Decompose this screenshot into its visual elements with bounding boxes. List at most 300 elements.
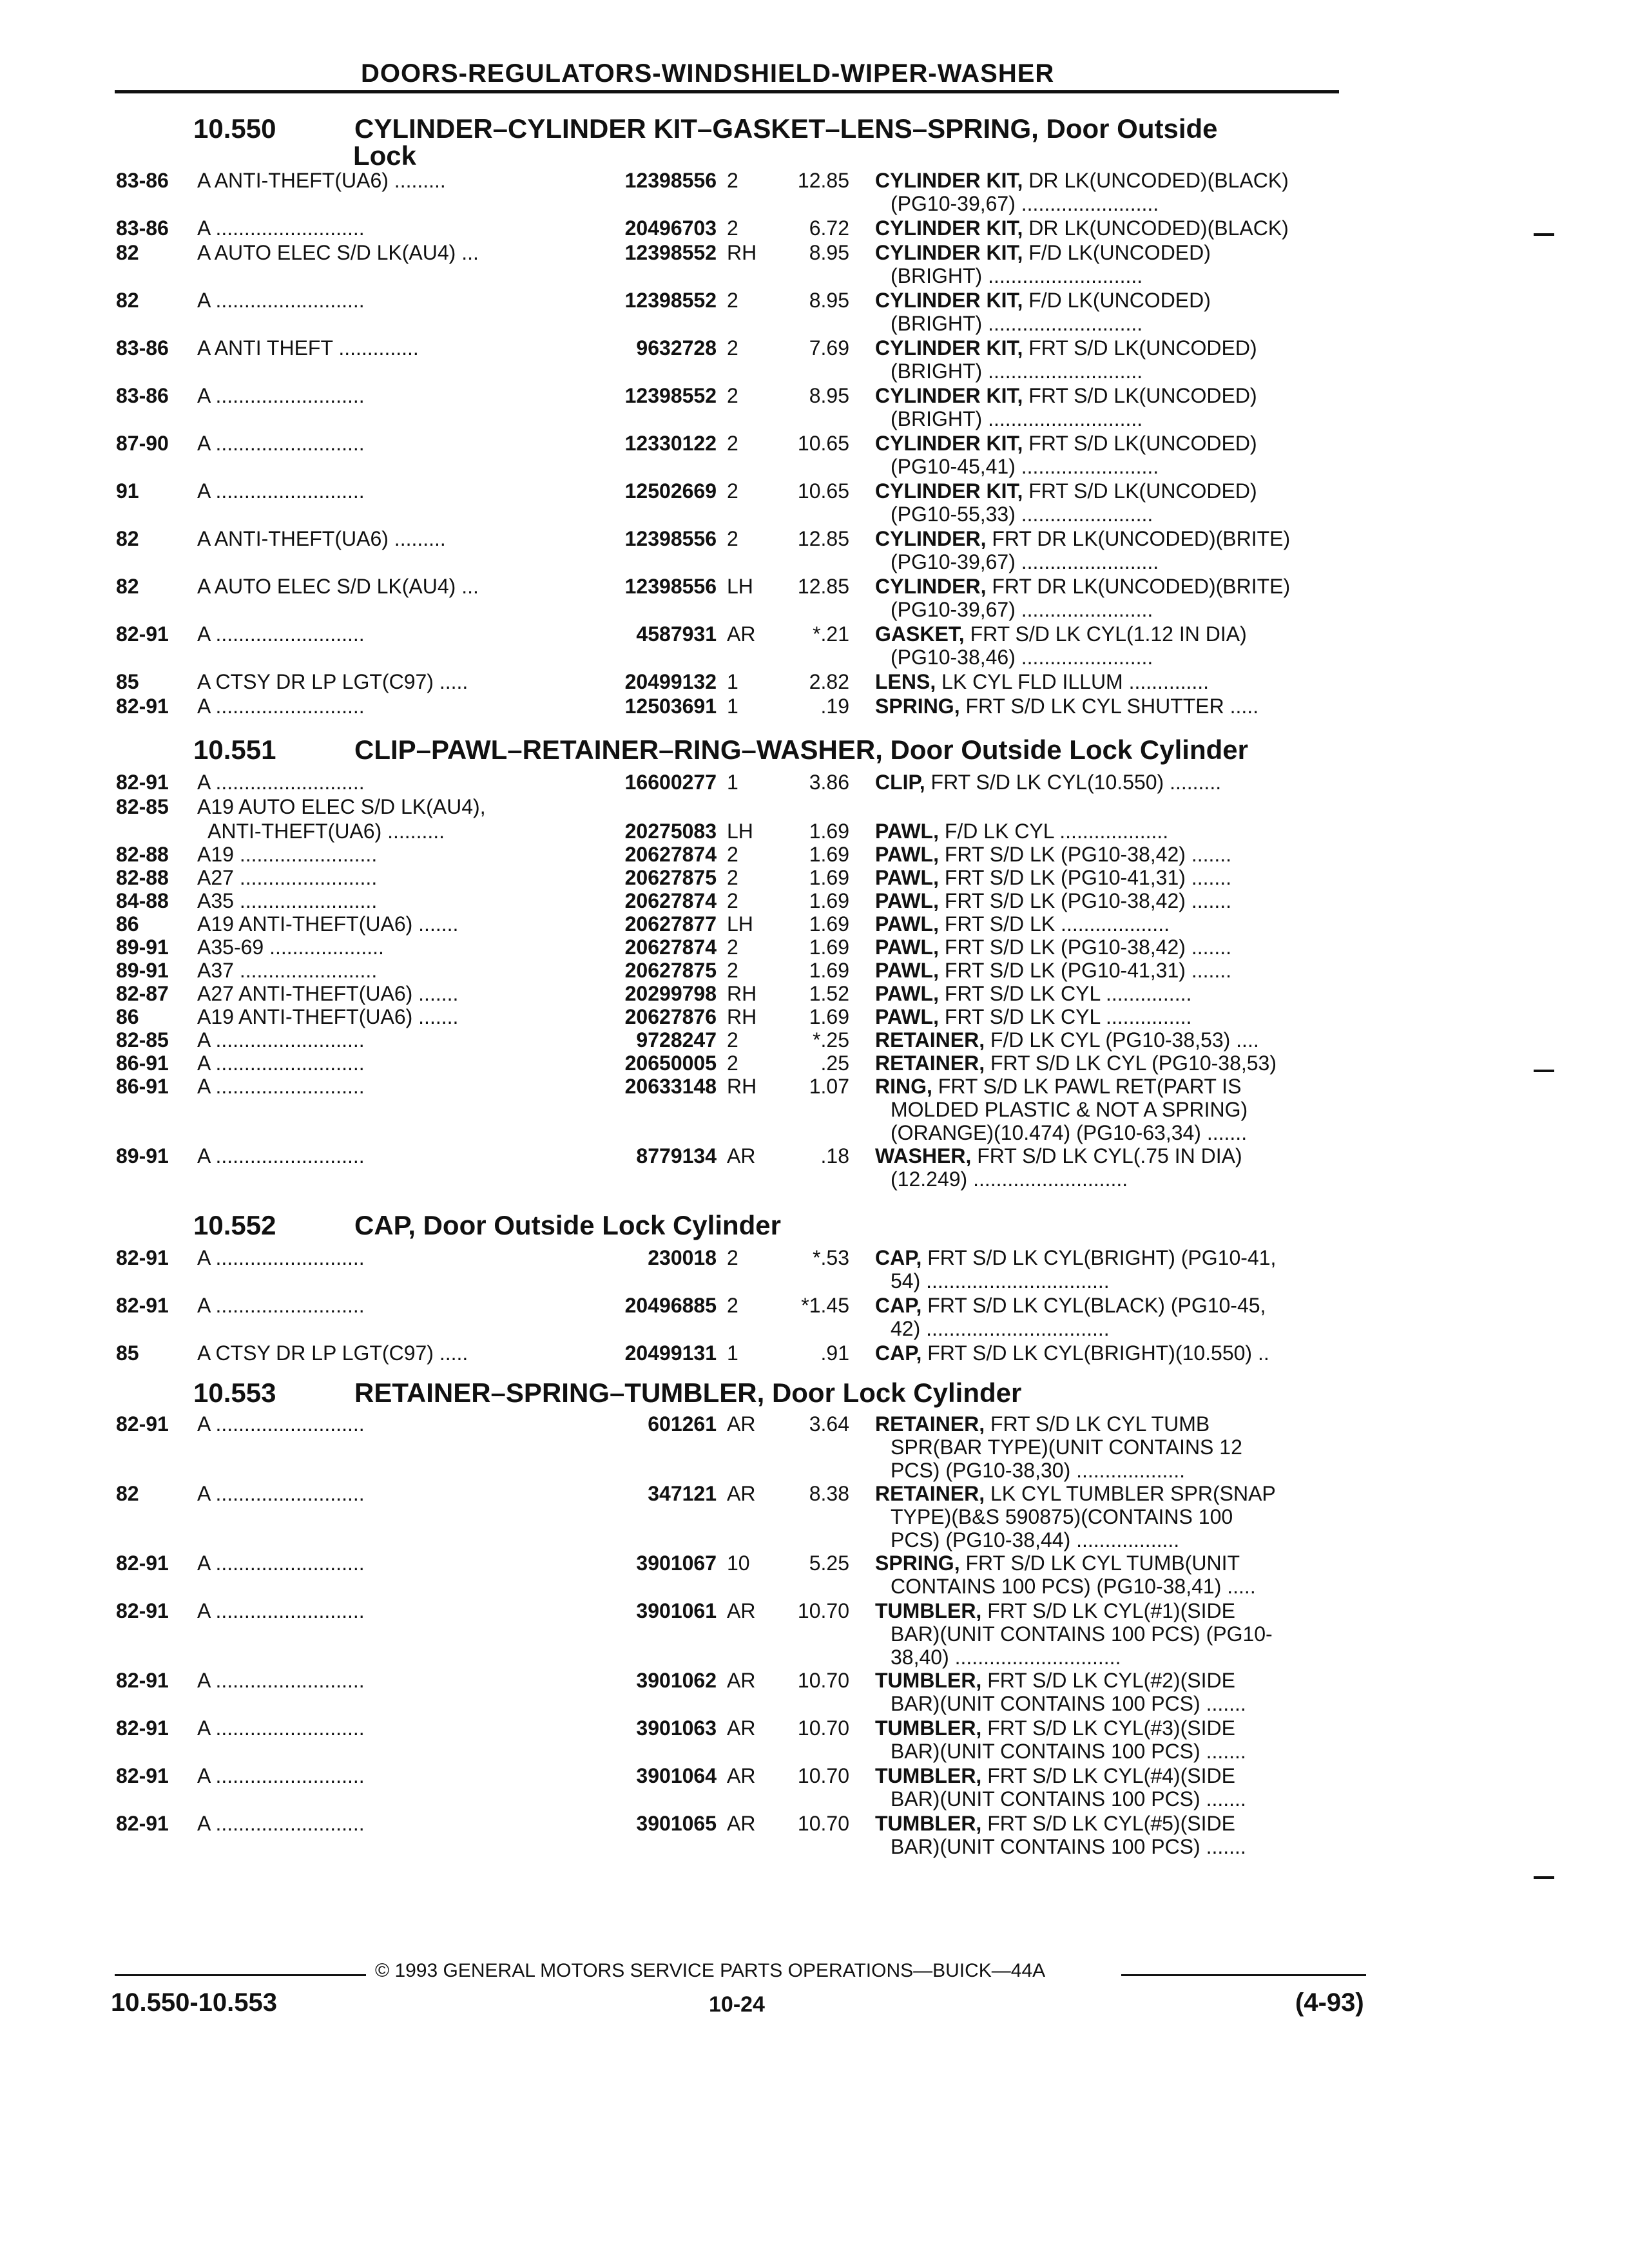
- row-description-name: CAP,: [875, 1246, 922, 1269]
- row-description-continued: (BRIGHT) ...........................: [891, 264, 1143, 287]
- row-description-detail: FRT S/D LK (PG10-41,31) .......: [938, 866, 1232, 889]
- section-title: CLIP–PAWL–RETAINER–RING–WASHER, Door Outside Lock Cylinder: [354, 735, 1248, 765]
- row-part-number: 601261: [648, 1412, 717, 1436]
- row-price: *.53: [813, 1246, 849, 1269]
- row-year: 89-91: [116, 1144, 169, 1168]
- page-header-title: DOORS-REGULATORS-WINDSHIELD-WIPER-WASHER: [361, 59, 1055, 88]
- row-description: [875, 479, 1257, 503]
- row-description-detail: FRT S/D LK CYL ...............: [938, 982, 1192, 1005]
- row-part-number: 3901063: [636, 1716, 717, 1740]
- row-model: A ..........................: [197, 1246, 365, 1269]
- row-price: 10.65: [797, 479, 849, 503]
- row-description-name: SPRING,: [875, 1552, 960, 1575]
- row-description: [875, 384, 1257, 407]
- section-header: [193, 736, 1248, 764]
- row-part-number: 20496885: [624, 1294, 717, 1317]
- row-description-detail: FRT S/D LK (PG10-38,42) .......: [938, 936, 1232, 959]
- row-quantity: LH: [727, 912, 753, 936]
- row-description-detail: FRT S/D LK CYL(#1)(SIDE: [981, 1599, 1235, 1622]
- row-description: [875, 575, 1290, 598]
- row-description-detail: FRT S/D LK CYL TUMB(UNIT: [959, 1552, 1240, 1575]
- row-description-continued: (PG10-55,33) .......................: [891, 503, 1153, 526]
- row-description-detail: FRT S/D LK (PG10-38,42) .......: [938, 889, 1232, 912]
- row-price: 1.52: [809, 982, 849, 1005]
- row-quantity: 2: [727, 336, 738, 360]
- row-model: A19 ANTI-THEFT(UA6) .......: [197, 1005, 459, 1028]
- row-quantity: AR: [727, 1764, 756, 1787]
- row-model: A ..........................: [197, 695, 365, 718]
- row-quantity: 2: [727, 479, 738, 503]
- row-description-continued: (BRIGHT) ...........................: [891, 360, 1143, 383]
- row-description-name: GASKET,: [875, 622, 965, 646]
- row-part-number: 20499132: [624, 670, 717, 693]
- row-year: 82-91: [116, 1764, 169, 1787]
- row-year: 85: [116, 1341, 139, 1365]
- row-price: 8.95: [809, 289, 849, 312]
- row-price: 1.69: [809, 912, 849, 936]
- row-price: 3.64: [809, 1412, 849, 1436]
- row-part-number: 20627876: [624, 1005, 717, 1028]
- row-model: A ANTI-THEFT(UA6) .........: [197, 527, 446, 550]
- row-description-name: RING,: [875, 1075, 932, 1098]
- row-description-continued: 38,40) .............................: [891, 1646, 1121, 1669]
- row-year: 83-86: [116, 216, 169, 240]
- row-model: A19 AUTO ELEC S/D LK(AU4),: [197, 795, 486, 818]
- row-quantity: 2: [727, 216, 738, 240]
- row-part-number: 9632728: [636, 336, 717, 360]
- row-year: 82: [116, 1482, 139, 1505]
- row-model: ANTI-THEFT(UA6) ..........: [197, 820, 445, 843]
- row-part-number: 9728247: [636, 1028, 717, 1052]
- row-description-continued: SPR(BAR TYPE)(UNIT CONTAINS 12: [891, 1436, 1242, 1459]
- row-description: [875, 1599, 1235, 1622]
- row-quantity: 2: [727, 843, 738, 866]
- row-price: *1.45: [801, 1294, 849, 1317]
- row-year: 82-91: [116, 771, 169, 794]
- footer-date: (4-93): [1295, 1988, 1364, 2017]
- row-model: A ..........................: [197, 1482, 365, 1505]
- row-model: A ..........................: [197, 1412, 365, 1436]
- row-model: A ..........................: [197, 1764, 365, 1787]
- row-model: A35 ........................: [197, 889, 378, 912]
- row-price: 8.95: [809, 384, 849, 407]
- row-price: 7.69: [809, 336, 849, 360]
- row-year: 82-91: [116, 1294, 169, 1317]
- margin-tick: [1534, 233, 1554, 236]
- row-description-name: CYLINDER KIT,: [875, 384, 1023, 407]
- row-description-detail: F/D LK(UNCODED): [1023, 289, 1211, 312]
- section-title: RETAINER–SPRING–TUMBLER, Door Lock Cylinder: [354, 1378, 1022, 1408]
- row-description-detail: DR LK(UNCODED)(BLACK): [1023, 169, 1289, 192]
- row-quantity: 2: [727, 527, 738, 550]
- row-part-number: 12398556: [624, 527, 717, 550]
- row-description-continued: BAR)(UNIT CONTAINS 100 PCS) (PG10-: [891, 1622, 1273, 1646]
- row-description: [875, 1294, 1266, 1317]
- row-price: 10.70: [797, 1599, 849, 1622]
- row-description-name: PAWL,: [875, 1005, 939, 1028]
- section-header: [193, 1379, 1021, 1407]
- section-number: 10.550: [193, 113, 276, 144]
- row-description-detail: FRT DR LK(UNCODED)(BRITE): [986, 527, 1291, 550]
- row-part-number: 4587931: [636, 622, 717, 646]
- row-year: 82: [116, 241, 139, 264]
- row-description: [875, 843, 1231, 866]
- row-description-name: TUMBLER,: [875, 1599, 982, 1622]
- row-description-name: RETAINER,: [875, 1028, 985, 1052]
- row-year: 82-91: [116, 622, 169, 646]
- row-description-detail: FRT S/D LK CYL(#2)(SIDE: [981, 1669, 1235, 1692]
- row-part-number: 3901061: [636, 1599, 717, 1622]
- row-description-continued: (12.249) ...........................: [891, 1168, 1128, 1191]
- row-quantity: 1: [727, 1341, 738, 1365]
- row-price: 1.69: [809, 820, 849, 843]
- row-description-name: CAP,: [875, 1294, 922, 1317]
- row-quantity: 10: [727, 1552, 750, 1575]
- row-part-number: 12398552: [624, 289, 717, 312]
- row-description-continued: BAR)(UNIT CONTAINS 100 PCS) .......: [891, 1740, 1246, 1763]
- row-quantity: AR: [727, 1716, 756, 1740]
- row-description-detail: F/D LK(UNCODED): [1023, 241, 1211, 264]
- row-year: 85: [116, 670, 139, 693]
- row-quantity: RH: [727, 1005, 757, 1028]
- row-description: [875, 432, 1257, 455]
- row-model: A19 ........................: [197, 843, 378, 866]
- row-quantity: 2: [727, 1052, 738, 1075]
- section-number: 10.553: [193, 1378, 276, 1408]
- row-quantity: 2: [727, 289, 738, 312]
- row-year: 82: [116, 527, 139, 550]
- section-title-continued: Lock: [353, 140, 417, 171]
- row-price: 10.70: [797, 1669, 849, 1692]
- row-price: 5.25: [809, 1552, 849, 1575]
- row-price: 10.70: [797, 1812, 849, 1835]
- row-quantity: 2: [727, 866, 738, 889]
- row-model: A CTSY DR LP LGT(C97) .....: [197, 1341, 468, 1365]
- row-price: 12.85: [797, 169, 849, 192]
- row-model: A ..........................: [197, 432, 365, 455]
- row-part-number: 3901065: [636, 1812, 717, 1835]
- row-year: 86-91: [116, 1075, 169, 1098]
- row-description-continued: BAR)(UNIT CONTAINS 100 PCS) .......: [891, 1787, 1246, 1811]
- row-model: A AUTO ELEC S/D LK(AU4) ...: [197, 241, 479, 264]
- row-model: A ..........................: [197, 771, 365, 794]
- row-price: 3.86: [809, 771, 849, 794]
- row-year: 89-91: [116, 959, 169, 982]
- row-quantity: AR: [727, 1599, 756, 1622]
- row-year: 82-91: [116, 1812, 169, 1835]
- row-description-detail: FRT S/D LK CYL (PG10-38,53): [985, 1052, 1277, 1075]
- row-description-name: CYLINDER KIT,: [875, 336, 1023, 360]
- row-description-continued: 42) ................................: [891, 1317, 1110, 1340]
- row-description-detail: FRT S/D LK (PG10-41,31) .......: [938, 959, 1232, 982]
- row-quantity: RH: [727, 982, 757, 1005]
- row-description: [875, 527, 1290, 550]
- row-part-number: 12398556: [624, 169, 717, 192]
- row-description: [875, 820, 1168, 843]
- row-price: 10.70: [797, 1764, 849, 1787]
- row-price: 8.95: [809, 241, 849, 264]
- row-year: 82-91: [116, 1412, 169, 1436]
- row-year: 83-86: [116, 384, 169, 407]
- row-description-detail: FRT S/D LK CYL TUMB: [985, 1412, 1210, 1436]
- row-model: A ANTI-THEFT(UA6) .........: [197, 169, 446, 192]
- row-quantity: LH: [727, 575, 753, 598]
- row-quantity: AR: [727, 1482, 756, 1505]
- row-model: A ..........................: [197, 216, 365, 240]
- row-price: .19: [820, 695, 849, 718]
- row-year: 82-91: [116, 1246, 169, 1269]
- row-quantity: 1: [727, 771, 738, 794]
- row-description-detail: FRT S/D LK CYL(BRIGHT)(10.550) ..: [921, 1341, 1269, 1365]
- row-description: [875, 169, 1289, 192]
- row-part-number: 12398552: [624, 241, 717, 264]
- row-price: 12.85: [797, 527, 849, 550]
- row-description-continued: BAR)(UNIT CONTAINS 100 PCS) .......: [891, 1835, 1246, 1858]
- row-quantity: 2: [727, 1246, 738, 1269]
- row-year: 86: [116, 912, 139, 936]
- row-description: [875, 889, 1231, 912]
- row-description-continued: PCS) (PG10-38,44) ..................: [891, 1528, 1180, 1552]
- row-price: *.25: [813, 1028, 849, 1052]
- row-description-name: TUMBLER,: [875, 1812, 982, 1835]
- row-description-name: PAWL,: [875, 936, 939, 959]
- row-quantity: 2: [727, 1294, 738, 1317]
- row-price: .25: [820, 1052, 849, 1075]
- row-description-name: CYLINDER,: [875, 575, 987, 598]
- row-price: 1.07: [809, 1075, 849, 1098]
- section-header: [193, 113, 1218, 171]
- row-description-detail: FRT S/D LK CYL(#4)(SIDE: [981, 1764, 1235, 1787]
- row-description: [875, 1716, 1235, 1740]
- row-year: 82-91: [116, 1552, 169, 1575]
- row-model: A ..........................: [197, 1052, 365, 1075]
- row-quantity: 1: [727, 695, 738, 718]
- row-description-continued: (PG10-39,67) ........................: [891, 550, 1159, 573]
- row-description: [875, 695, 1258, 718]
- row-description-continued: (PG10-39,67) ........................: [891, 192, 1159, 215]
- margin-tick: [1534, 1070, 1554, 1072]
- row-price: *.21: [813, 622, 849, 646]
- row-model: A AUTO ELEC S/D LK(AU4) ...: [197, 575, 479, 598]
- row-part-number: 347121: [648, 1482, 717, 1505]
- row-description: [875, 216, 1289, 240]
- row-price: 12.85: [797, 575, 849, 598]
- row-part-number: 20627875: [624, 959, 717, 982]
- row-description-name: CYLINDER KIT,: [875, 432, 1023, 455]
- row-description: [875, 1482, 1276, 1505]
- row-year: 82-91: [116, 1716, 169, 1740]
- row-quantity: AR: [727, 1812, 756, 1835]
- row-description: [875, 912, 1170, 936]
- row-part-number: 20499131: [624, 1341, 717, 1365]
- row-description-name: PAWL,: [875, 843, 939, 866]
- row-description-name: CYLINDER KIT,: [875, 241, 1023, 264]
- row-part-number: 20275083: [624, 820, 717, 843]
- row-part-number: 20496703: [624, 216, 717, 240]
- row-price: .91: [820, 1341, 849, 1365]
- row-description: [875, 1246, 1276, 1269]
- row-year: 83-86: [116, 169, 169, 192]
- row-price: .18: [820, 1144, 849, 1168]
- row-description: [875, 1005, 1191, 1028]
- row-model: A ..........................: [197, 1669, 365, 1692]
- row-part-number: 230018: [648, 1246, 717, 1269]
- row-description-continued: CONTAINS 100 PCS) (PG10-38,41) .....: [891, 1575, 1256, 1598]
- row-description-detail: LK CYL TUMBLER SPR(SNAP: [985, 1482, 1276, 1505]
- row-year: 82: [116, 289, 139, 312]
- row-year: 82: [116, 575, 139, 598]
- row-description-detail: FRT S/D LK(UNCODED): [1023, 336, 1257, 360]
- row-description-continued: PCS) (PG10-38,30) ...................: [891, 1459, 1186, 1482]
- footer-rule-left: [115, 1974, 366, 1976]
- row-description-detail: F/D LK CYL ...................: [938, 820, 1169, 843]
- row-price: 8.38: [809, 1482, 849, 1505]
- row-description-name: CLIP,: [875, 771, 925, 794]
- row-year: 87-90: [116, 432, 169, 455]
- row-part-number: 3901062: [636, 1669, 717, 1692]
- row-year: 82-91: [116, 695, 169, 718]
- row-description-detail: FRT S/D LK CYL(#5)(SIDE: [981, 1812, 1235, 1835]
- row-price: 6.72: [809, 216, 849, 240]
- row-year: 82-87: [116, 982, 169, 1005]
- row-quantity: 2: [727, 936, 738, 959]
- row-model: A ..........................: [197, 1812, 365, 1835]
- section-number: 10.551: [193, 735, 276, 765]
- row-part-number: 12503691: [624, 695, 717, 718]
- row-model: A ..........................: [197, 1599, 365, 1622]
- row-description-continued: (BRIGHT) ...........................: [891, 312, 1143, 335]
- row-description-name: RETAINER,: [875, 1052, 985, 1075]
- row-year: 84-88: [116, 889, 169, 912]
- row-description: [875, 936, 1231, 959]
- row-description-continued: BAR)(UNIT CONTAINS 100 PCS) .......: [891, 1692, 1246, 1715]
- row-part-number: 20633148: [624, 1075, 717, 1098]
- row-price: 1.69: [809, 889, 849, 912]
- row-description: [875, 982, 1191, 1005]
- row-description: [875, 1052, 1277, 1075]
- row-model: A27 ........................: [197, 866, 378, 889]
- row-description-name: TUMBLER,: [875, 1716, 982, 1740]
- row-model: A35-69 ....................: [197, 936, 384, 959]
- row-price: 10.70: [797, 1716, 849, 1740]
- row-part-number: 20627875: [624, 866, 717, 889]
- row-description-name: CYLINDER KIT,: [875, 216, 1023, 240]
- row-year: 82-85: [116, 795, 169, 818]
- row-quantity: 2: [727, 889, 738, 912]
- row-description-detail: F/D LK CYL (PG10-38,53) ....: [985, 1028, 1259, 1052]
- row-year: 86: [116, 1005, 139, 1028]
- row-quantity: 1: [727, 670, 738, 693]
- row-description-name: CYLINDER KIT,: [875, 289, 1023, 312]
- row-description: [875, 771, 1221, 794]
- row-description-detail: LK CYL FLD ILLUM ..............: [936, 670, 1210, 693]
- row-quantity: 2: [727, 1028, 738, 1052]
- row-description-name: PAWL,: [875, 959, 939, 982]
- row-description: [875, 1075, 1241, 1098]
- row-description-detail: FRT S/D LK CYL(BLACK) (PG10-45,: [921, 1294, 1266, 1317]
- row-year: 82-91: [116, 1599, 169, 1622]
- row-description-detail: FRT S/D LK PAWL RET(PART IS: [932, 1075, 1242, 1098]
- row-description-detail: FRT S/D LK(UNCODED): [1023, 432, 1257, 455]
- row-description: [875, 670, 1209, 693]
- row-quantity: AR: [727, 622, 756, 646]
- row-model: A ANTI THEFT ..............: [197, 336, 419, 360]
- row-description-name: CYLINDER,: [875, 527, 987, 550]
- row-price: 1.69: [809, 936, 849, 959]
- row-description: [875, 1412, 1210, 1436]
- row-price: 1.69: [809, 866, 849, 889]
- row-part-number: 16600277: [624, 771, 717, 794]
- section-title: CYLINDER–CYLINDER KIT–GASKET–LENS–SPRING, Door Outside: [354, 113, 1218, 144]
- row-part-number: 20627874: [624, 843, 717, 866]
- row-description: [875, 1812, 1235, 1835]
- row-description-continued: (PG10-39,67) .......................: [891, 598, 1153, 621]
- row-description-detail: FRT S/D LK(UNCODED): [1023, 384, 1257, 407]
- row-quantity: AR: [727, 1412, 756, 1436]
- row-year: 82-85: [116, 1028, 169, 1052]
- row-quantity: 2: [727, 959, 738, 982]
- row-quantity: AR: [727, 1144, 756, 1168]
- row-description-detail: FRT S/D LK CYL(1.12 IN DIA): [964, 622, 1247, 646]
- row-description-detail: FRT S/D LK CYL(BRIGHT) (PG10-41,: [921, 1246, 1277, 1269]
- row-description-detail: FRT DR LK(UNCODED)(BRITE): [986, 575, 1291, 598]
- row-description-detail: FRT S/D LK ...................: [938, 912, 1170, 936]
- row-quantity: AR: [727, 1669, 756, 1692]
- row-model: A ..........................: [197, 289, 365, 312]
- row-quantity: 2: [727, 384, 738, 407]
- section-title: CAP, Door Outside Lock Cylinder: [354, 1210, 782, 1240]
- row-description: [875, 1144, 1242, 1168]
- row-description-continued: (PG10-45,41) ........................: [891, 455, 1159, 478]
- row-description: [875, 866, 1231, 889]
- row-description-continued: MOLDED PLASTIC & NOT A SPRING): [891, 1098, 1248, 1121]
- row-year: 91: [116, 479, 139, 503]
- row-description-name: PAWL,: [875, 889, 939, 912]
- row-part-number: 12502669: [624, 479, 717, 503]
- row-part-number: 20299798: [624, 982, 717, 1005]
- row-description: [875, 1764, 1235, 1787]
- row-description-name: TUMBLER,: [875, 1764, 982, 1787]
- row-price: 2.82: [809, 670, 849, 693]
- row-year: 89-91: [116, 936, 169, 959]
- row-description-continued: TYPE)(B&S 590875)(CONTAINS 100: [891, 1505, 1233, 1528]
- row-model: A ..........................: [197, 1075, 365, 1098]
- row-description: [875, 1341, 1269, 1365]
- header-rule: [115, 90, 1339, 93]
- row-description-detail: FRT S/D LK(UNCODED): [1023, 479, 1257, 503]
- row-part-number: 12398556: [624, 575, 717, 598]
- row-year: 82-91: [116, 1669, 169, 1692]
- row-description: [875, 622, 1247, 646]
- row-part-number: 12398552: [624, 384, 717, 407]
- margin-tick: [1534, 1876, 1554, 1879]
- row-description: [875, 959, 1231, 982]
- row-part-number: 3901064: [636, 1764, 717, 1787]
- row-model: A ..........................: [197, 622, 365, 646]
- row-year: 86-91: [116, 1052, 169, 1075]
- row-description-detail: FRT S/D LK CYL(#3)(SIDE: [981, 1716, 1235, 1740]
- row-description-detail: FRT S/D LK CYL ...............: [938, 1005, 1192, 1028]
- row-part-number: 12330122: [624, 432, 717, 455]
- row-description-name: TUMBLER,: [875, 1669, 982, 1692]
- row-description-continued: (ORANGE)(10.474) (PG10-63,34) .......: [891, 1121, 1248, 1144]
- footer-rule-right: [1121, 1974, 1366, 1976]
- row-description-detail: FRT S/D LK (PG10-38,42) .......: [938, 843, 1232, 866]
- row-quantity: 2: [727, 432, 738, 455]
- row-description-name: PAWL,: [875, 820, 939, 843]
- row-model: A ..........................: [197, 1552, 365, 1575]
- row-description: [875, 1669, 1235, 1692]
